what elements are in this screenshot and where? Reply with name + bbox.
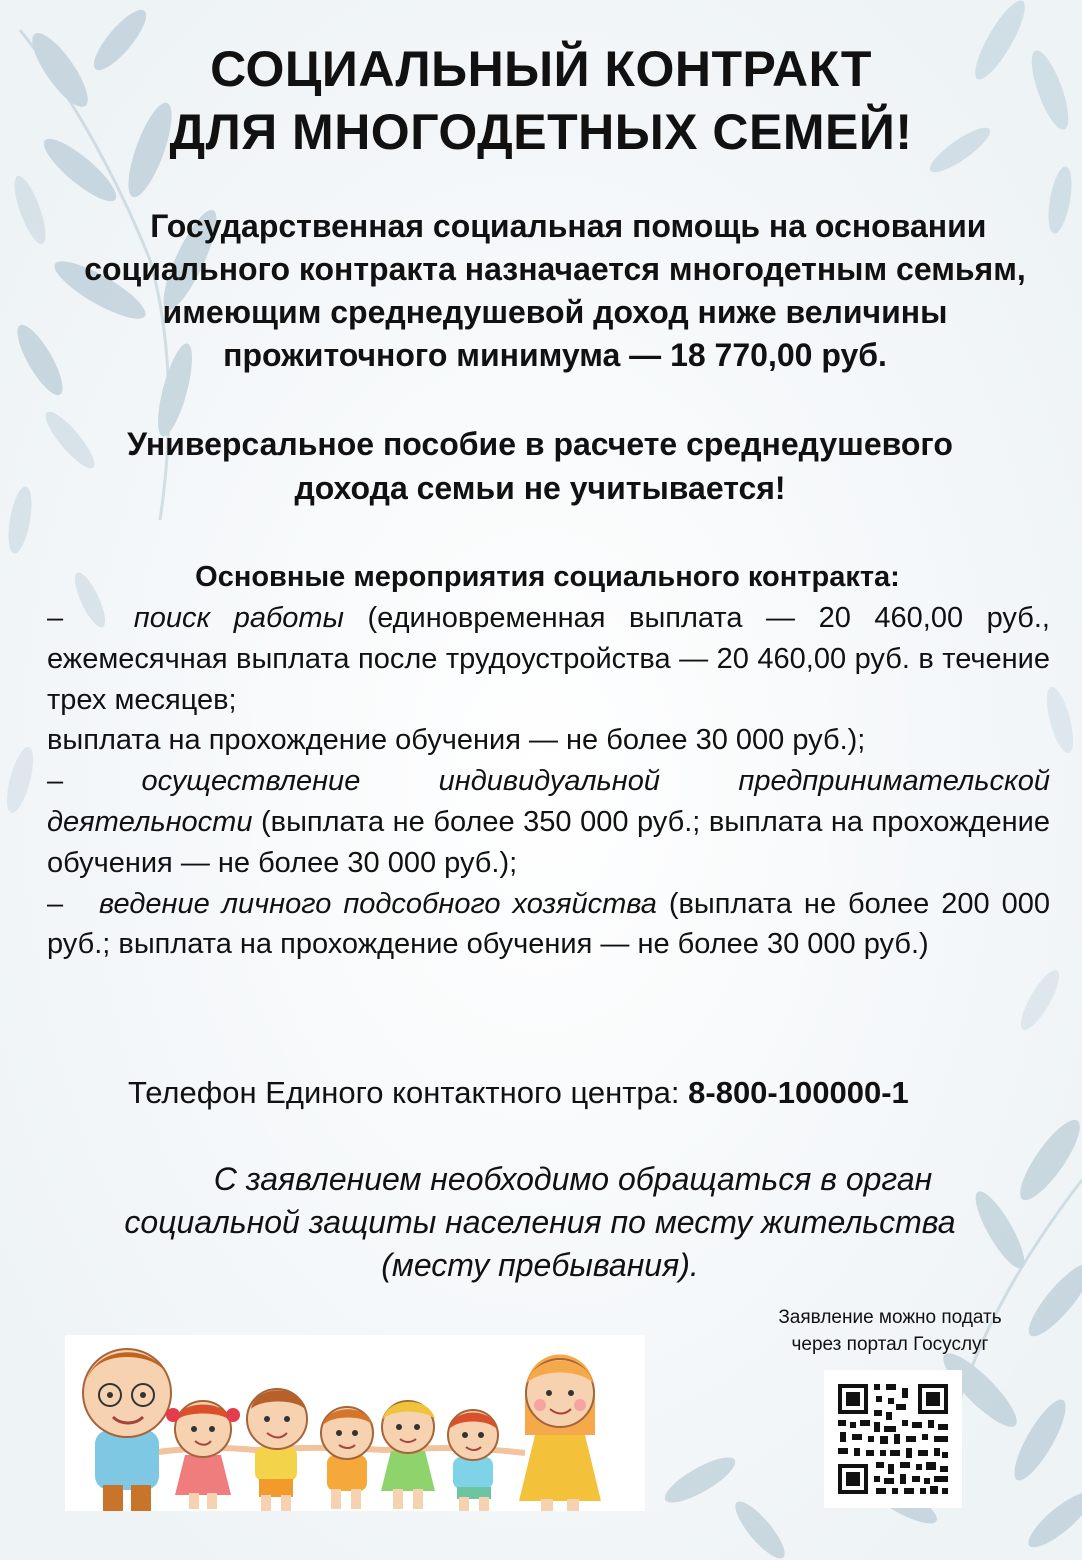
contact-phone bbox=[128, 1072, 1068, 1114]
title-line-1: СОЦИАЛЬНЫЙ КОНТРАКТ bbox=[210, 41, 872, 97]
note-line-2: дохода семьи не учитывается! bbox=[294, 470, 786, 506]
item-dash: – bbox=[47, 765, 64, 798]
phone-number[interactable]: 8-800-100000-1 bbox=[688, 1075, 909, 1110]
measures-list bbox=[47, 598, 1050, 965]
measure-item-job-search bbox=[47, 598, 1050, 761]
lead-text: Государственная социальная помощь на основании социального контракта назначается многодетным семьям, имеющим среднедушевой доход ниже величины прожиточного минимума — bbox=[84, 208, 1026, 373]
measure-name: осуществление индивидуальной предпринимательской деятельности bbox=[47, 765, 1050, 838]
phone-label: Телефон Единого контактного центра: bbox=[128, 1075, 680, 1110]
measures-heading: Основные мероприятия социального контракта: bbox=[195, 561, 900, 593]
apply-line-3: (месту пребывания). bbox=[381, 1247, 699, 1283]
qr-code-icon[interactable] bbox=[824, 1370, 962, 1508]
measure-name: поиск работы bbox=[133, 602, 344, 634]
gosuslugi-note bbox=[720, 1304, 1060, 1358]
measure-details: (единовременная выплата — 20 460,00 руб., ежемесячная выплата после трудоустройства — 20 460,00 руб. в течение трех месяцев; bbox=[47, 602, 1050, 716]
lead-paragraph bbox=[60, 205, 1050, 377]
application-note bbox=[40, 1158, 1040, 1287]
page-title bbox=[0, 38, 1082, 164]
subsistence-minimum-amount: 18 770,00 руб. bbox=[670, 337, 887, 373]
gos-line-1: Заявление можно подать bbox=[778, 1307, 1002, 1328]
measure-name: ведение личного подсобного хозяйства bbox=[99, 887, 657, 920]
measure-item-entrepreneurship bbox=[47, 761, 1050, 883]
mother-figure bbox=[519, 1355, 601, 1512]
item-dash: – bbox=[47, 602, 64, 634]
measure-details: (выплата не более 350 000 руб.; выплата на прохождение обучения — не более 30 000 руб.); bbox=[47, 805, 1050, 879]
title-line-2: ДЛЯ МНОГОДЕТНЫХ СЕМЕЙ! bbox=[169, 104, 913, 160]
measure-extra: выплата на прохождение обучения — не более 30 000 руб.); bbox=[47, 724, 866, 757]
qr-code-graphic bbox=[824, 1370, 962, 1508]
apply-line-1: С заявлением необходимо обращаться в орган bbox=[213, 1161, 933, 1197]
gos-line-2: через портал Госуслуг bbox=[791, 1334, 989, 1355]
universal-benefit-note bbox=[60, 422, 1020, 510]
note-line-1: Универсальное пособие в расчете среднедушевого bbox=[127, 426, 953, 462]
item-dash: – bbox=[47, 887, 64, 920]
family-illustration-icon bbox=[55, 1335, 645, 1511]
measure-item-household bbox=[47, 884, 1050, 966]
apply-line-2: социальной защиты населения по месту жительства bbox=[124, 1204, 956, 1240]
measure-details: (выплата не более 200 000 руб.; выплата на прохождение обучения — не более 30 000 руб.) bbox=[47, 887, 1051, 961]
